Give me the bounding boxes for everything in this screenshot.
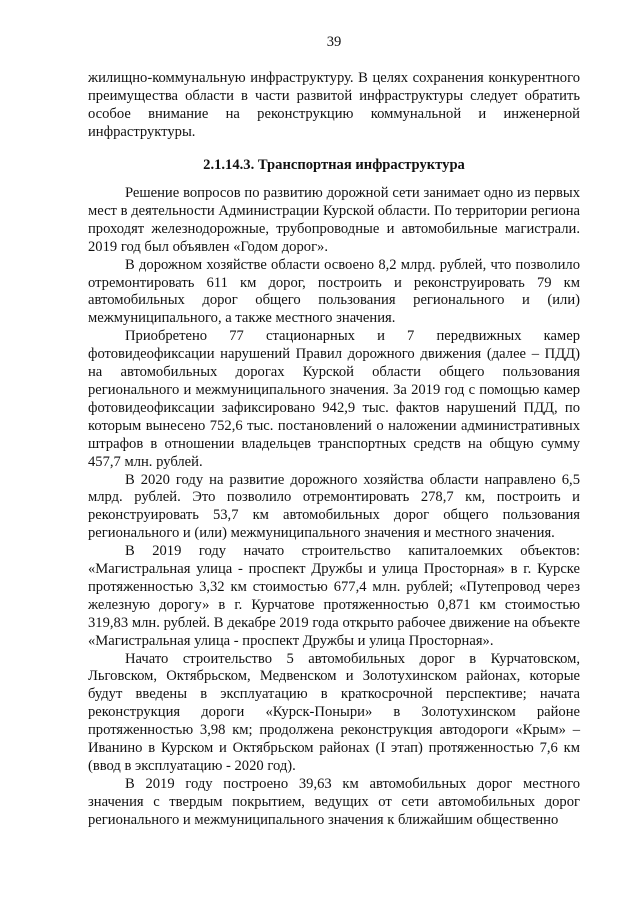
section-heading: 2.1.14.3. Транспортная инфраструктура	[203, 157, 465, 173]
paragraph-7: В 2019 году построено 39,63 км автомобильных дорог местного значения с твердым покрытием, ведущих от сети автомобильных дорог регионального и межмуниципального значения к ближайшим общественно	[88, 775, 580, 828]
intro-paragraph: жилищно-коммунальную инфраструктуру. В целях сохранения конкурентного преимущества области в части развитой инфраструктуры следует обратить особое внимание на реконструкцию коммунальной и инженерной инфраструктуры.	[88, 70, 580, 140]
paragraph-3: Приобретено 77 стационарных и 7 передвижных камер фотовидеофиксации нарушений Правил дорожного движения (далее – ПДД) на автомобильных дорогах Курской области общего пользования регионального и межмуниципального значения. За 2019 год с помощью камер фотовидеофиксации зафиксировано 942,9 тыс. фактов нарушений ПДД, по которым вынесено 752,6 тыс. постановлений о наложении административных штрафов в отношении владельцев транспортных средств на общую сумму 457,7 млн. рублей.	[88, 328, 580, 470]
section-body	[88, 185, 580, 830]
paragraph-2: В дорожном хозяйстве области освоено 8,2 млрд. рублей, что позволило отремонтировать 611 км дорог, построить и реконструировать 79 км автомобильных дорог общего пользования регионального и (или) межмуниципального, а также местного значения.	[88, 256, 580, 327]
paragraph-1: Решение вопросов по развитию дорожной сети занимает одно из первых мест в деятельности Администрации Курской области. По территории региона проходят железнодорожные, трубопроводные и автомобильные магистрали. 2019 год был объявлен «Годом дорог».	[88, 185, 580, 255]
paragraph-5: В 2019 году начато строительство капиталоемких объектов: «Магистральная улица - проспект Дружбы и улица Просторная» в г. Курске протяженностью 3,32 км стоимостью 677,4 млн. рублей; «Путепровод через железную дорогу» в г. Курчатове протяженностью 0,871 км стоимостью 319,83 млн. рублей. В декабре 2019 года открыто рабочее движение на объекте «Магистральная улица - проспект Дружбы и улица Просторная».	[88, 543, 580, 649]
intro-section	[88, 70, 580, 142]
paragraph-4: В 2020 году на развитие дорожного хозяйства области направлено 6,5 млрд. рублей. Это позволило отремонтировать 278,7 км, построить и реконструировать 53,7 км автомобильных дорог общего пользования регионального и (или) межмуниципального значения и местного значения.	[88, 471, 580, 542]
paragraph-6: Начато строительство 5 автомобильных дорог в Курчатовском, Льговском, Октябрьском, Медвенском и Золотухинском районах, которые будут введены в эксплуатацию в краткосрочной перспективе; начата реконструкция дороги «Курск-Поныри» в Золотухинском районе протяженностью 3,98 км; продолжена реконструкция автодороги «Крым» – Иванино в Курском и Октябрьском районах (I этап) протяженностью 7,6 км (ввод в эксплуатацию - 2020 год).	[88, 650, 580, 774]
page-number: 39	[326, 34, 342, 50]
